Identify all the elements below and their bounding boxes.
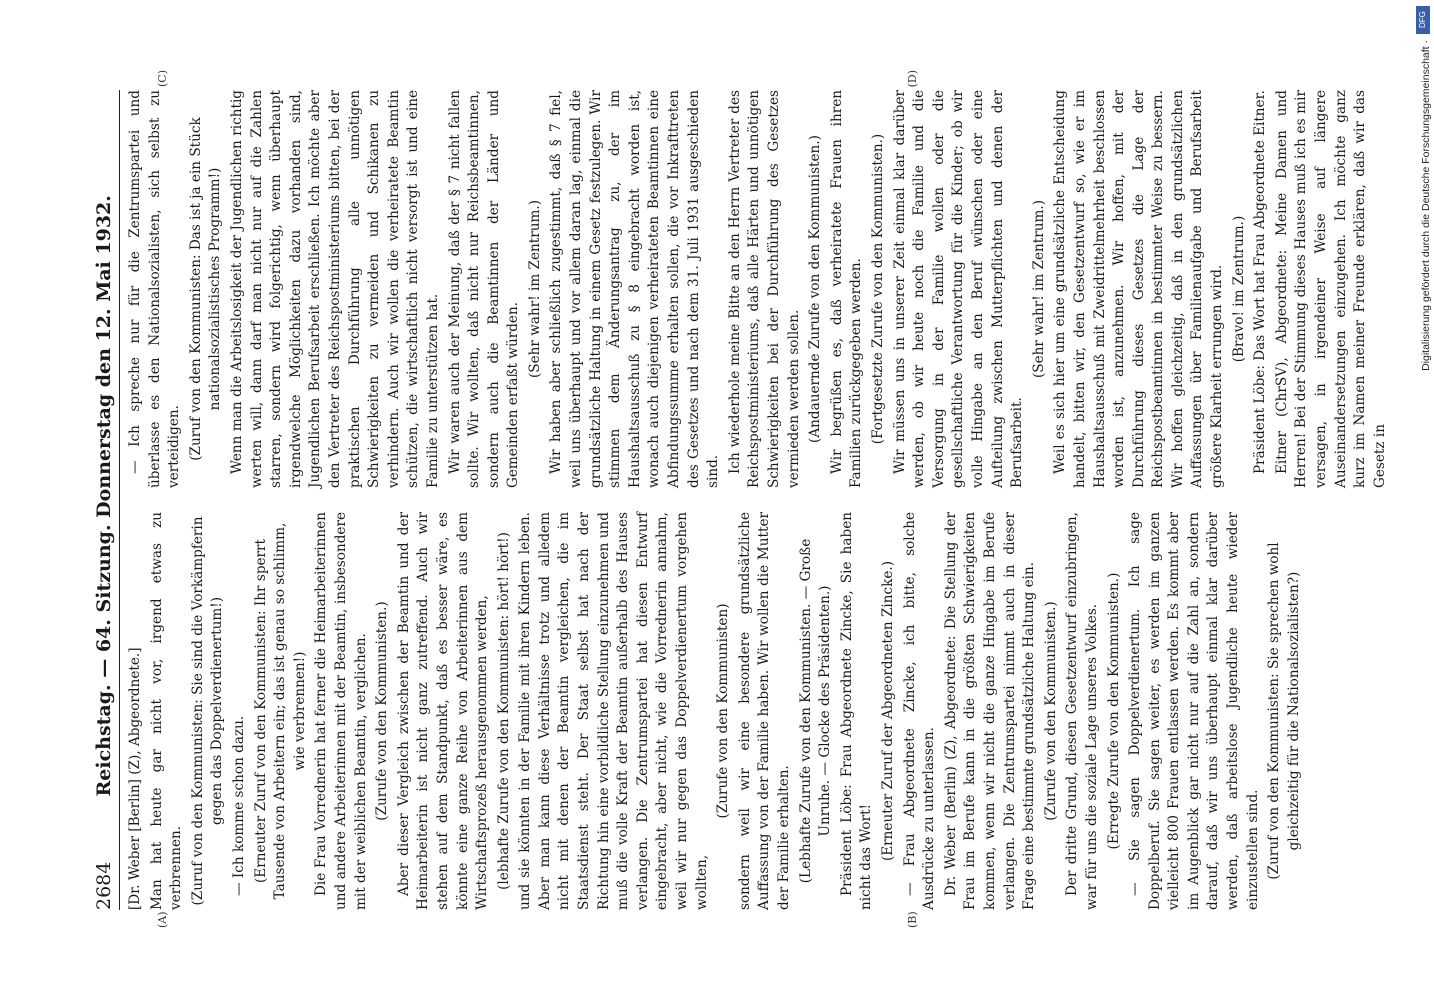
paragraph: (Sehr wahr! im Zentrum.) xyxy=(526,199,543,379)
page-header xyxy=(93,90,120,910)
paragraph: und sie könnten in der Familie mit ihren Kindern leben. Aber man kann diese Verhältnisse trotz und alledem nicht mit denen der Beamtin vergleichen, die im Staatsdienst steht. Der Staat selbst hat nach der Richtung hin eine vorbildliche Stellung einzunehmen und muß die volle Kraft der Beamtin außerhalb des Hauses verlangen. Die Zentrumspartei hat diesen Entwurf eingebracht, aber nicht, wie die Vorrednerin annahm, weil wir nur gegen das Doppelverdienertum vorgehen wollten, xyxy=(517,512,710,910)
paragraph: (Lebhafte Zurufe von den Kommunisten. — Große Unruhe. — Glocke des Präsidenten.) xyxy=(797,538,834,884)
paragraph: (Erneuter Zuruf von den Kommunisten: Ihr sperrt Tausende von Arbeitern ein; das ist genau so schlimm, wie verbrennen!) xyxy=(252,522,308,900)
rotated-document-page xyxy=(77,70,1388,930)
digitization-credit: Digitalisierung gefördert durch die Deutsche Forschungsgemeinschaft · xyxy=(1420,40,1432,371)
paragraph: (Zurufe von den Kommunisten.) xyxy=(374,601,391,821)
margin-marker-b: (B) xyxy=(906,911,919,928)
paragraph: (Fortgesetzte Zurufe von den Kommunisten.) xyxy=(869,133,886,445)
margin-marker-c: (C) xyxy=(156,70,169,87)
paragraph: (lebhafte Zurufe von den Kommunisten: hört! hört!) xyxy=(495,532,512,890)
paragraph: (Zuruf von den Kommunisten: Sie sprechen wohl gleichzeitig für die Nationalsozialisten?) xyxy=(1266,542,1302,880)
paragraph: Wir haben aber schließlich zugestimmt, daß § 7 fiel, weil uns überhaupt und vor allem daran lag, einmal die grundsätzliche Haltung in einem Gesetz festzulegen. Wir stimmen dem Änderungsantrag zu, der im Haushaltsausschuß zu § 8 eingebracht worden ist, wonach auch diejenigen verheirateten Beamtinnen eine Abfindungssumme erhalten sollen, die vor Inkrafttreten des Gesetzes und nach dem 31. Juli 1931 ausgeschieden sind. xyxy=(548,90,722,488)
left-column xyxy=(126,512,1392,910)
paragraph: (Zuruf von den Kommunisten: Sie sind die Vorkämpferin gegen das Doppelverdienertum!) xyxy=(189,516,226,906)
paragraph: — Frau Abgeordnete Zincke, ich bitte, solche Ausdrücke zu unterlassen. xyxy=(901,512,938,910)
page-title: Reichstag. — 64. Sitzung. Donnerstag den 12. Mai 1932. xyxy=(93,195,115,797)
paragraph: Der dritte Grund, diesen Gesetzentwurf einzubringen, war für uns die soziale Lage unseres Volkes. xyxy=(1064,512,1100,910)
paragraph: Wir begrüßen es, daß verheiratete Frauen ihren Familien zurückgegeben werden. xyxy=(828,90,865,488)
paragraph: (Erregte Zurufe von den Kommunisten.) xyxy=(1105,572,1122,850)
paragraph: (Bravo! im Zentrum.) xyxy=(1230,215,1247,363)
paragraph: Wir müssen uns in unserer Zeit einmal klar darüber werden, ob wir heute noch die Familie und die Versorgung in der Familie wollen oder die gesellschaftliche Verantwortung für die Kinder; ob wir volle Hingabe an den Beruf wünschen oder eine Aufteilung zwischen Mutterpflichten und denen der Berufsarbeit. xyxy=(891,90,1026,488)
paragraph: — Ich komme schon dazu. xyxy=(230,715,247,896)
paragraph: Dr. Weber (Berlin) (Z), Abgeordnete: Die Stellung der Frau im Berufe kann in die größten Schwierigkeiten kommen, wenn wir nicht die ganze Hingabe im Berufe verlangen. Die Zentrumspartei nimmt auch in dieser Frage eine bestimmte grundsätzliche Haltung ein. xyxy=(942,512,1038,910)
paragraph: Man hat heute gar nicht vor, irgend etwas zu verbrennen. xyxy=(148,512,185,910)
paragraph: (Erneuter Zuruf der Abgeordneten Zincke.) xyxy=(879,560,896,862)
paragraph: (Andauernde Zurufe von den Kommunisten.) xyxy=(807,135,824,443)
margin-marker-a: (A) xyxy=(156,911,169,928)
paragraph: — Sie sagen Doppelverdienertum. Ich sage Doppelberuf. Sie sagen weiter, es werden im ganzen vielleicht 800 Frauen entlassen werden. Es kommt aber im Augenblick gar nicht nur auf die Zahl an, sondern darauf, daß wir uns überhaupt einmal klar darüber werden, daß arbeitslose Jugendliche heute wieder einzustellen sind. xyxy=(1127,512,1261,910)
right-column xyxy=(126,90,1392,488)
paragraph: Ich wiederhole meine Bitte an den Herrn Vertreter des Reichspostministeriums, daß alle Härten und unnötigen Schwierigkeiten bei der Durchführung des Gesetzes vermieden werden sollen. xyxy=(726,90,802,488)
text-columns xyxy=(126,70,1392,928)
paragraph: Eitner (ChrSV), Abgeordnete: Meine Damen und Herren! Bei der Stimmung dieses Hauses muß ich es mir versagen, in irgendeiner Weise auf längere Auseinandersetzungen einzugehen. Ich möchte ganz kurz im Namen meiner Freunde erklären, daß wir das Gesetz in xyxy=(1273,90,1388,488)
paragraph: [Dr. Weber [Berlin] (Z), Abgeordnete.] xyxy=(127,647,143,910)
paragraph: Präsident Löbe: Das Wort hat Frau Abgeordnete Eitner. xyxy=(1252,90,1269,474)
paragraph: (Sehr wahr! im Zentrum.) xyxy=(1030,199,1047,379)
dfg-logo-icon: DFG xyxy=(1416,6,1430,34)
paragraph: Wenn man die Arbeitslosigkeit der Jugendlichen richtig werten will, dann darf man nicht nur auf die Zahlen starren, sondern wird folgerichtig, wenn überhaupt irgendwelche Möglichkeiten dazu vorhanden sind, Jugendlichen Berufsarbeit erschließen. Ich möchte aber den Vertreter des Reichspostministeriums bitten, bei der praktischen Durchführung alle unnötigen Schwierigkeiten zu vermeiden und Schikanen zu verhindern. Auch wir wollen die verheiratete Beamtin schützen, die wirtschaftlich nicht versorgt ist und eine Familie zu unterstützen hat. xyxy=(228,90,441,488)
paragraph: Aber dieser Vergleich zwischen der Beamtin und der Heimarbeiterin ist nicht ganz zutreffend. Auch wir stehen auf dem Standpunkt, daß es besser wäre, es könnte eine ganze Reihe von Arbeiterinnen aus dem Wirtschaftsprozeß herausgenommen werden, xyxy=(395,512,491,910)
paragraph: Wir waren auch der Meinung, daß der § 7 nicht fallen sollte. Wir wollten, daß nicht nur Reichsbeamtinnen, sondern auch die Beamtinnen der Länder und Gemeinden erfaßt würden. xyxy=(446,90,522,488)
paragraph: (Zurufe von den Kommunisten.) xyxy=(1042,601,1059,821)
paragraph: Präsident Löbe: Frau Abgeordnete Zincke, Sie haben nicht das Wort! xyxy=(838,512,875,910)
paragraph: Weil es sich hier um eine grundsätzliche Entscheidung handelt, bitten wir, den Gesetzentwurf so, wie er im Haushaltsausschuß mit Zweidrittelmehrheit beschlossen worden ist, anzunehmen. Wir hoffen, mit der Durchführung dieses Gesetzes die Lage der Reichspostbeamtinnen in bestimmter Weise zu bessern. Wir hoffen gleichzeitig, daß in den grundsätzlichen Auffassungen über Familienaufgabe und Berufsarbeit größere Klarheit errungen wird. xyxy=(1052,90,1226,488)
margin-marker-d: (D) xyxy=(906,70,919,88)
paragraph: — Ich spreche nur für die Zentrumspartei und überlasse es den Nationalsozialisten, sich selbst zu verteidigen. xyxy=(127,90,183,488)
paragraph: sondern weil wir eine besondere grundsätzliche Auffassung von der Familie haben. Wir wollen die Mutter der Familie erhalten. xyxy=(736,512,792,910)
paragraph: (Zurufe von den Kommunisten) xyxy=(715,603,732,819)
paragraph: Die Frau Vorrednerin hat ferner die Heimarbeiterinnen und andere Arbeiterinnen mit der Beamtin, insbesondere mit der weiblichen Beamtin, verglichen. xyxy=(313,512,369,910)
paragraph: (Zuruf von den Kommunisten: Das ist ja ein Stück nationalsozialistisches Programm!) xyxy=(187,117,224,461)
page-number: 2684 xyxy=(93,861,115,910)
